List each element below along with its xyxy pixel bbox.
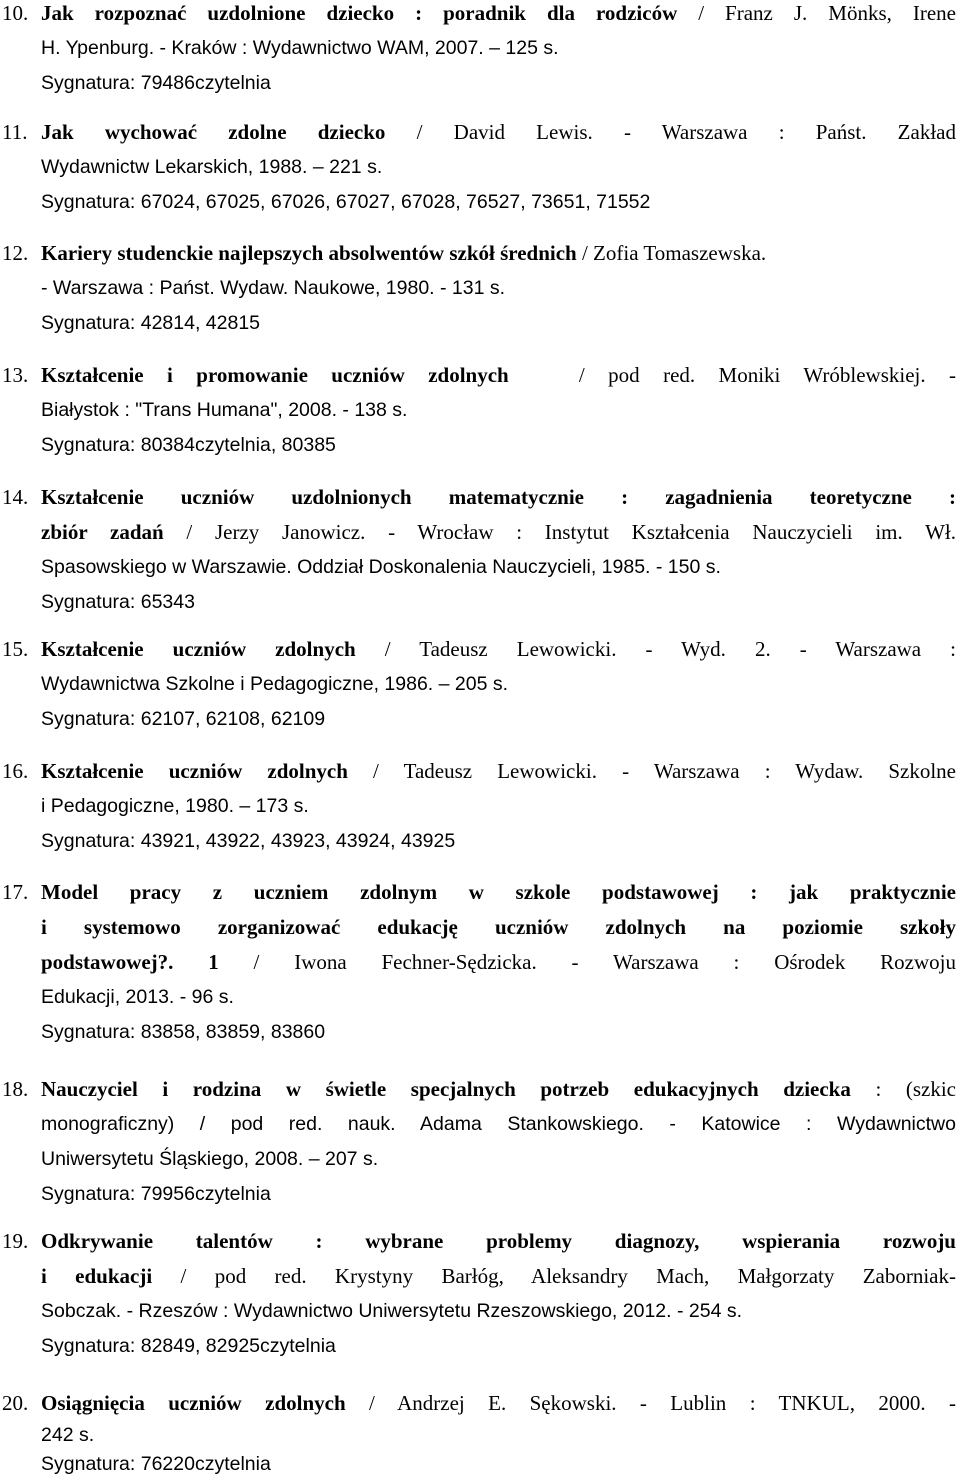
entry-line: [41, 1421, 956, 1449]
entry-line: [41, 980, 956, 1015]
entry-title: Jak wychować zdolne dziecko: [41, 120, 386, 144]
entry-signature: Sygnatura: 82849, 82925czytelnia: [41, 1335, 336, 1357]
entry-details: Sobczak. - Rzeszów : Wydawnictwo Uniwersytetu Rzeszowskiego, 2012. - 254 s.: [41, 1300, 743, 1322]
entry-title: podstawowej?. 1: [41, 950, 219, 974]
entry-details: / pod red. Moniki Wróblewskiej. -: [508, 363, 956, 387]
entry-number: 17.: [2, 880, 29, 904]
entry-details: / Tadeusz Lewowicki. - Warszawa : Wydaw. Szkolne: [347, 759, 956, 783]
entry-number: 19.: [2, 1229, 29, 1253]
entry-details: : (szkic: [850, 1077, 956, 1101]
entry-signature: Sygnatura: 83858, 83859, 83860: [41, 1021, 326, 1043]
entry-signature: Sygnatura: 62107, 62108, 62109: [41, 708, 326, 730]
bibliography-entry: [0, 236, 960, 341]
entry-signature: Sygnatura: 79956czytelnia: [41, 1183, 271, 1205]
entry-number: 16.: [2, 759, 29, 783]
entry-line: [41, 1142, 956, 1177]
entry-number: 18.: [2, 1077, 29, 1101]
entry-line: [41, 910, 956, 945]
entry-signature: Sygnatura: 43921, 43922, 43923, 43924, 43925: [41, 830, 456, 852]
entry-line: [41, 550, 956, 585]
bibliography-entry: [0, 1072, 960, 1212]
entry-details: Spasowskiego w Warszawie. Oddział Doskonalenia Nauczycieli, 1985. - 150 s.: [41, 556, 721, 578]
entry-line: [41, 945, 956, 980]
entry-line: [41, 31, 956, 66]
entry-line: [41, 0, 956, 31]
bibliography-entry: [0, 754, 960, 859]
entry-details: / Zofia Tomaszewska.: [576, 241, 767, 265]
bibliography-entry: [0, 358, 960, 463]
entry-details: / David Lewis. - Warszawa : Państ. Zakład: [385, 120, 956, 144]
entry-signature: Sygnatura: 65343: [41, 591, 195, 613]
entry-number: 15.: [2, 637, 29, 661]
bibliography-entry: [0, 480, 960, 620]
bibliography-entry: [0, 115, 960, 220]
entry-signature: Sygnatura: 67024, 67025, 67026, 67027, 67028, 76527, 73651, 71552: [41, 191, 651, 213]
entry-line: [41, 1386, 956, 1421]
entry-details: / Franz J. Mönks, Irene: [677, 1, 956, 25]
entry-title: Kształcenie uczniów zdolnych: [41, 759, 348, 783]
entry-line: [41, 1072, 956, 1107]
entry-line: [41, 480, 956, 515]
entry-title: Kształcenie i promowanie uczniów zdolnych: [41, 363, 509, 387]
entry-line: [41, 115, 956, 150]
entry-line: [41, 236, 956, 271]
entry-title: Jak rozpoznać uzdolnione dziecko : poradnik dla rodziców: [41, 1, 678, 25]
entry-line: [41, 789, 956, 824]
entry-details: / Andrzej E. Sękowski. - Lublin : TNKUL, 2000. -: [345, 1391, 956, 1415]
entry-number: 14.: [2, 485, 29, 509]
entry-details: - Warszawa : Państ. Wydaw. Naukowe, 1980. - 131 s.: [41, 277, 506, 299]
entry-title: Odkrywanie talentów : wybrane problemy diagnozy, wspierania rozwoju: [41, 1229, 956, 1253]
bibliography-entry: [0, 0, 960, 101]
entry-line: [41, 1294, 956, 1329]
bibliography-entry: [0, 632, 960, 737]
entry-signature: Sygnatura: 42814, 42815: [41, 312, 261, 334]
entry-details: Edukacji, 2013. - 96 s.: [41, 986, 234, 1008]
entry-line: [41, 1259, 956, 1294]
entry-number: 13.: [2, 363, 29, 387]
entry-line: [41, 1224, 956, 1259]
entry-details: Białystok : "Trans Humana", 2008. - 138 s.: [41, 399, 408, 421]
entry-number: 10.: [2, 1, 29, 25]
entry-signature: Sygnatura: 80384czytelnia, 80385: [41, 434, 336, 456]
bibliography-entry: [0, 875, 960, 1050]
entry-line: [41, 754, 956, 789]
entry-number: 12.: [2, 241, 29, 265]
entry-details: 242 s.: [41, 1424, 95, 1446]
entry-line: [41, 271, 956, 306]
entry-title: Osiągnięcia uczniów zdolnych: [41, 1391, 346, 1415]
entry-line: [41, 150, 956, 185]
entry-details: / Jerzy Janowicz. - Wrocław : Instytut Kształcenia Nauczycieli im. Wł.: [163, 520, 956, 544]
entry-line: [41, 875, 956, 910]
entry-details: Wydawnictwa Szkolne i Pedagogiczne, 1986. – 205 s.: [41, 673, 509, 695]
bibliography-entry: [0, 1224, 960, 1364]
entry-title: Kariery studenckie najlepszych absolwentów szkół średnich: [41, 241, 577, 265]
entry-title: Model pracy z uczniem zdolnym w szkole podstawowej : jak praktycznie: [41, 880, 956, 904]
entry-title: i edukacji: [41, 1264, 153, 1288]
entry-line: [41, 667, 956, 702]
entry-line: [41, 515, 956, 550]
entry-title: Kształcenie uczniów zdolnych: [41, 637, 356, 661]
entry-line: [41, 393, 956, 428]
entry-line: [41, 1107, 956, 1142]
entry-details: i Pedagogiczne, 1980. – 173 s.: [41, 795, 309, 817]
entry-details: / Tadeusz Lewowicki. - Wyd. 2. - Warszawa :: [355, 637, 956, 661]
entry-title: zbiór zadań: [41, 520, 164, 544]
entry-details: Uniwersytetu Śląskiego, 2008. – 207 s.: [41, 1148, 379, 1170]
entry-number: 11.: [2, 120, 28, 144]
entry-details: Wydawnictw Lekarskich, 1988. – 221 s.: [41, 156, 383, 178]
entry-title: Nauczyciel i rodzina w świetle specjalnych potrzeb edukacyjnych dziecka: [41, 1077, 851, 1101]
entry-details: monograficzny) / pod red. nauk. Adama Stankowskiego. - Katowice : Wydawnictwo: [41, 1113, 956, 1135]
entry-details: / pod red. Krystyny Barłóg, Aleksandry Mach, Małgorzaty Zaborniak-: [152, 1264, 956, 1288]
entry-title: i systemowo zorganizować edukację uczniów zdolnych na poziomie szkoły: [41, 915, 956, 939]
entry-details: H. Ypenburg. - Kraków : Wydawnictwo WAM, 2007. – 125 s.: [41, 37, 559, 59]
entry-signature: Sygnatura: 79486czytelnia: [41, 72, 271, 94]
entry-signature: Sygnatura: 76220czytelnia: [41, 1453, 271, 1475]
entry-line: [41, 358, 956, 393]
entry-number: 20.: [2, 1391, 29, 1415]
bibliography-entry: [0, 1386, 960, 1479]
entry-details: / Iwona Fechner-Sędzicka. - Warszawa : Ośrodek Rozwoju: [218, 950, 956, 974]
entry-line: [41, 632, 956, 667]
entry-title: Kształcenie uczniów uzdolnionych matematycznie : zagadnienia teoretyczne :: [41, 485, 956, 509]
